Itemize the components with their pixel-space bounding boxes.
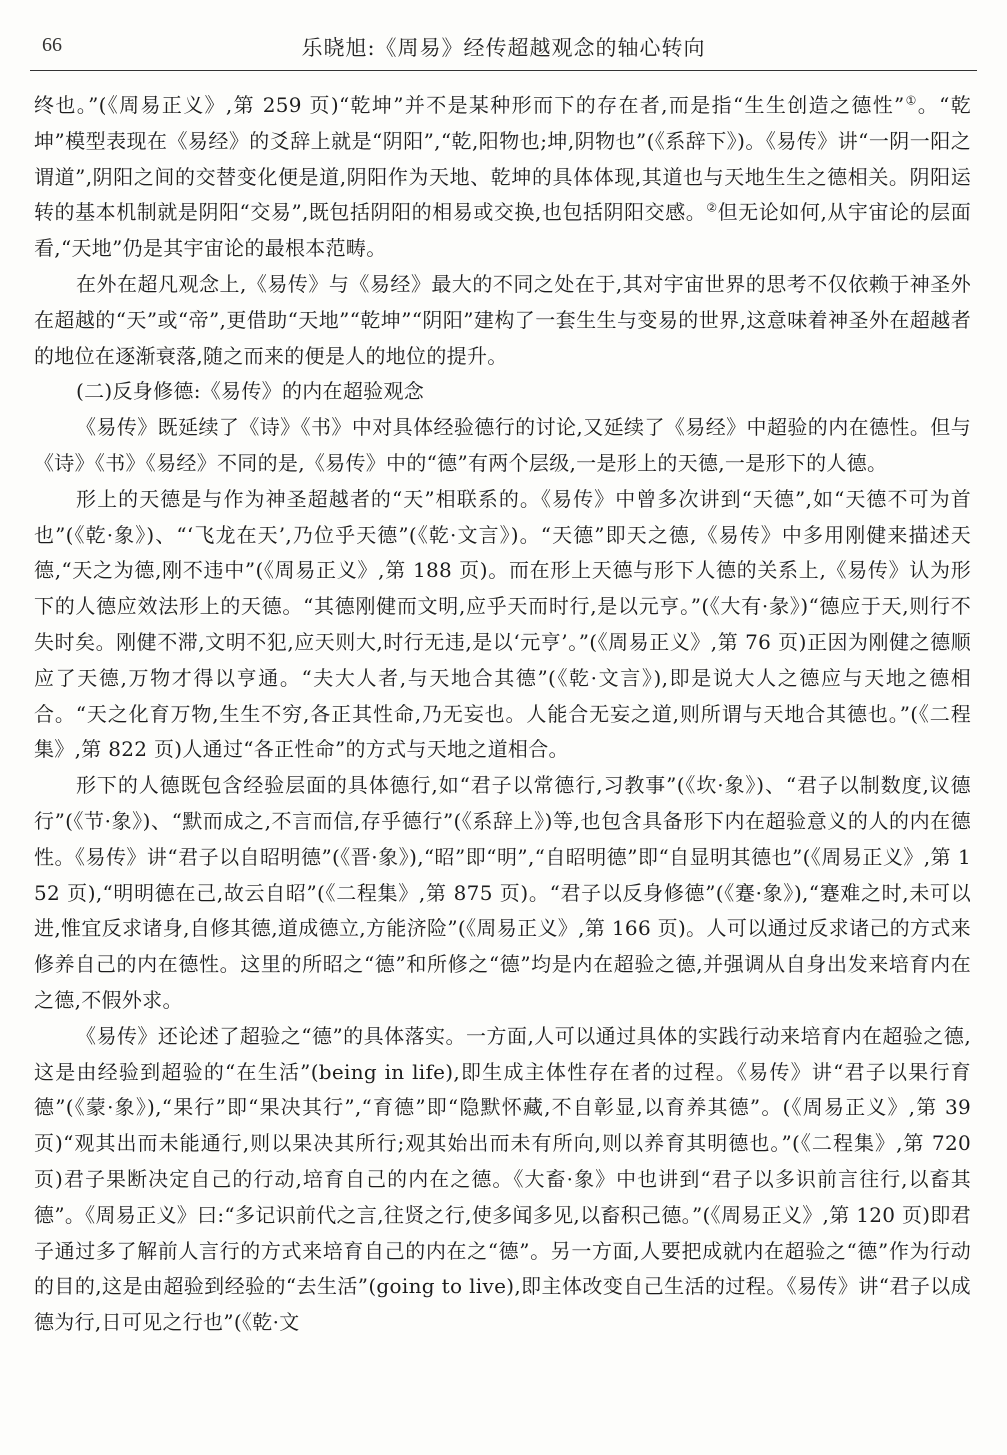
paragraph-text: 。“乾坤”模型表现在《易经》的爻辞上就是“阴阳”,“乾,阳物也;坤,阴物也”(《系辞下》)。《易传》讲“一阴一阳之谓道”,阴阳之间的交替变化便是道,阴阳作为天地、乾坤的具体体现,其道也与天地生生之德相关。阴阳运转的基本机制就是阴阳“交易”,既包括阴阳的相易或交换,也包括阴阳交感。 bbox=[34, 93, 972, 225]
paragraph: 在外在超凡观念上,《易传》与《易经》最大的不同之处在于,其对宇宙世界的思考不仅依赖于神圣外在超越的“天”或“帝”,更借助“天地”“乾坤”“阴阳”建构了一套生生与变易的世界,这意味着神圣外在超越者的地位在逐渐衰落,随之而来的便是人的地位的提升。 bbox=[34, 271, 971, 368]
paragraph-continuation bbox=[34, 88, 971, 267]
section-heading: (二)反身修德:《易传》的内在超验观念 bbox=[76, 379, 425, 404]
paragraph: 形上的天德是与作为神圣超越者的“天”相联系的。《易传》中曾多次讲到“天德”,如“天德不可为首也”(《乾·象》)、“‘飞龙在天’,乃位乎天德”(《乾·文言》)。“天德”即天之德,《易传》中多用刚健来描述天德,“天之为德,刚不违中”(《周易正义》,第 188 页)。而在形上天德与形下人德的关系上,《易传》认为形下的人德应效法形上的天德。“其德刚健而文明,应乎天而时行,是以元亨。”(《大有·彖》)“德应于天,则行不失时矣。刚健不滞,文明不犯,应天则大,时行无违,是以‘元亨’。”(《周易正义》,第 76 页)正因为刚健之德顺应了天德,万物才得以亨通。“夫大人者,与天地合其德”(《乾·文言》),即是说大人之德应与天地之德相合。“天之化育万物,生生不穷,各正其性命,乃无妄也。人能合无妄之道,则所谓与天地合其德也。”(《二程集》,第 822 页)人通过“各正性命”的方式与天地之道相合。 bbox=[34, 486, 971, 762]
running-title: 乐晓旭:《周易》经传超越观念的轴心转向 bbox=[301, 36, 706, 60]
page-number: 66 bbox=[42, 34, 62, 56]
page-header bbox=[34, 30, 973, 64]
header-rule bbox=[30, 70, 977, 71]
footnote-marker[interactable]: ② bbox=[706, 200, 718, 215]
article-body bbox=[34, 88, 971, 1341]
paragraph-text: 终也。”(《周易正义》,第 259 页)“乾坤”并不是某种形而下的存在者,而是指“生生创造之德性” bbox=[34, 93, 905, 117]
paragraph-text: 但无论如何,从宇宙论的层面看,“天地”仍是其宇宙论的最根本范畴。 bbox=[34, 200, 971, 261]
footnote-marker[interactable]: ① bbox=[904, 93, 918, 108]
paragraph: 形下的人德既包含经验层面的具体德行,如“君子以常德行,习教事”(《坎·象》)、“君子以制数度,议德行”(《节·象》)、“默而成之,不言而信,存乎德行”(《系辞上》)等,也包含具备形下内在超验意义的人的内在德性。《易传》讲“君子以自昭明德”(《晋·象》),“昭”即“明”,“自昭明德”即“自显明其德也”(《周易正义》,第 152 页),“明明德在己,故云自昭”(《二程集》,第 875 页)。“君子以反身修德”(《蹇·象》),“蹇难之时,未可以进,惟宜反求诸身,自修其德,道成德立,方能济险”(《周易正义》,第 166 页)。人可以通过反求诸己的方式来修养自己的内在德性。这里的所昭之“德”和所修之“德”均是内在超验之德,并强调从自身出发来培育内在之德,不假外求。 bbox=[34, 773, 971, 1012]
paragraph: 《易传》既延续了《诗》《书》中对具体经验德行的讨论,又延续了《易经》中超验的内在德性。但与《诗》《书》《易经》不同的是,《易传》中的“德”有两个层级,一是形上的天德,一是形下的人德。 bbox=[34, 415, 971, 475]
paragraph: 《易传》还论述了超验之“德”的具体落实。一方面,人可以通过具体的实践行动来培育内在超验之德,这是由经验到超验的“在生活”(being in life),即生成主体性存在者的过程。《易传》讲“君子以果行育德”(《蒙·象》),“果行”即“果决其行”,“育德”即“隐默怀藏,不自彰显,以育养其德”。(《周易正义》,第 39 页)“观其出而未能通行,则以果决其所行;观其始出而未有所向,则以养育其明德也。”(《二程集》,第 720 页)君子果断决定自己的行动,培育自己的内在之德。《大畜·象》中也讲到“君子以多识前言往行,以畜其德”。《周易正义》曰:“多记识前代之言,往贤之行,使多闻多见,以畜积己德。”(《周易正义》,第 120 页)即君子通过多了解前人言行的方式来培育自己的内在之“德”。另一方面,人要把成就内在超验之“德”作为行动的目的,这是由超验到经验的“去生活”(going to live),即主体改变自己生活的过程。《易传》讲“君子以成德为行,日可见之行也”(《乾·文 bbox=[34, 1023, 971, 1335]
